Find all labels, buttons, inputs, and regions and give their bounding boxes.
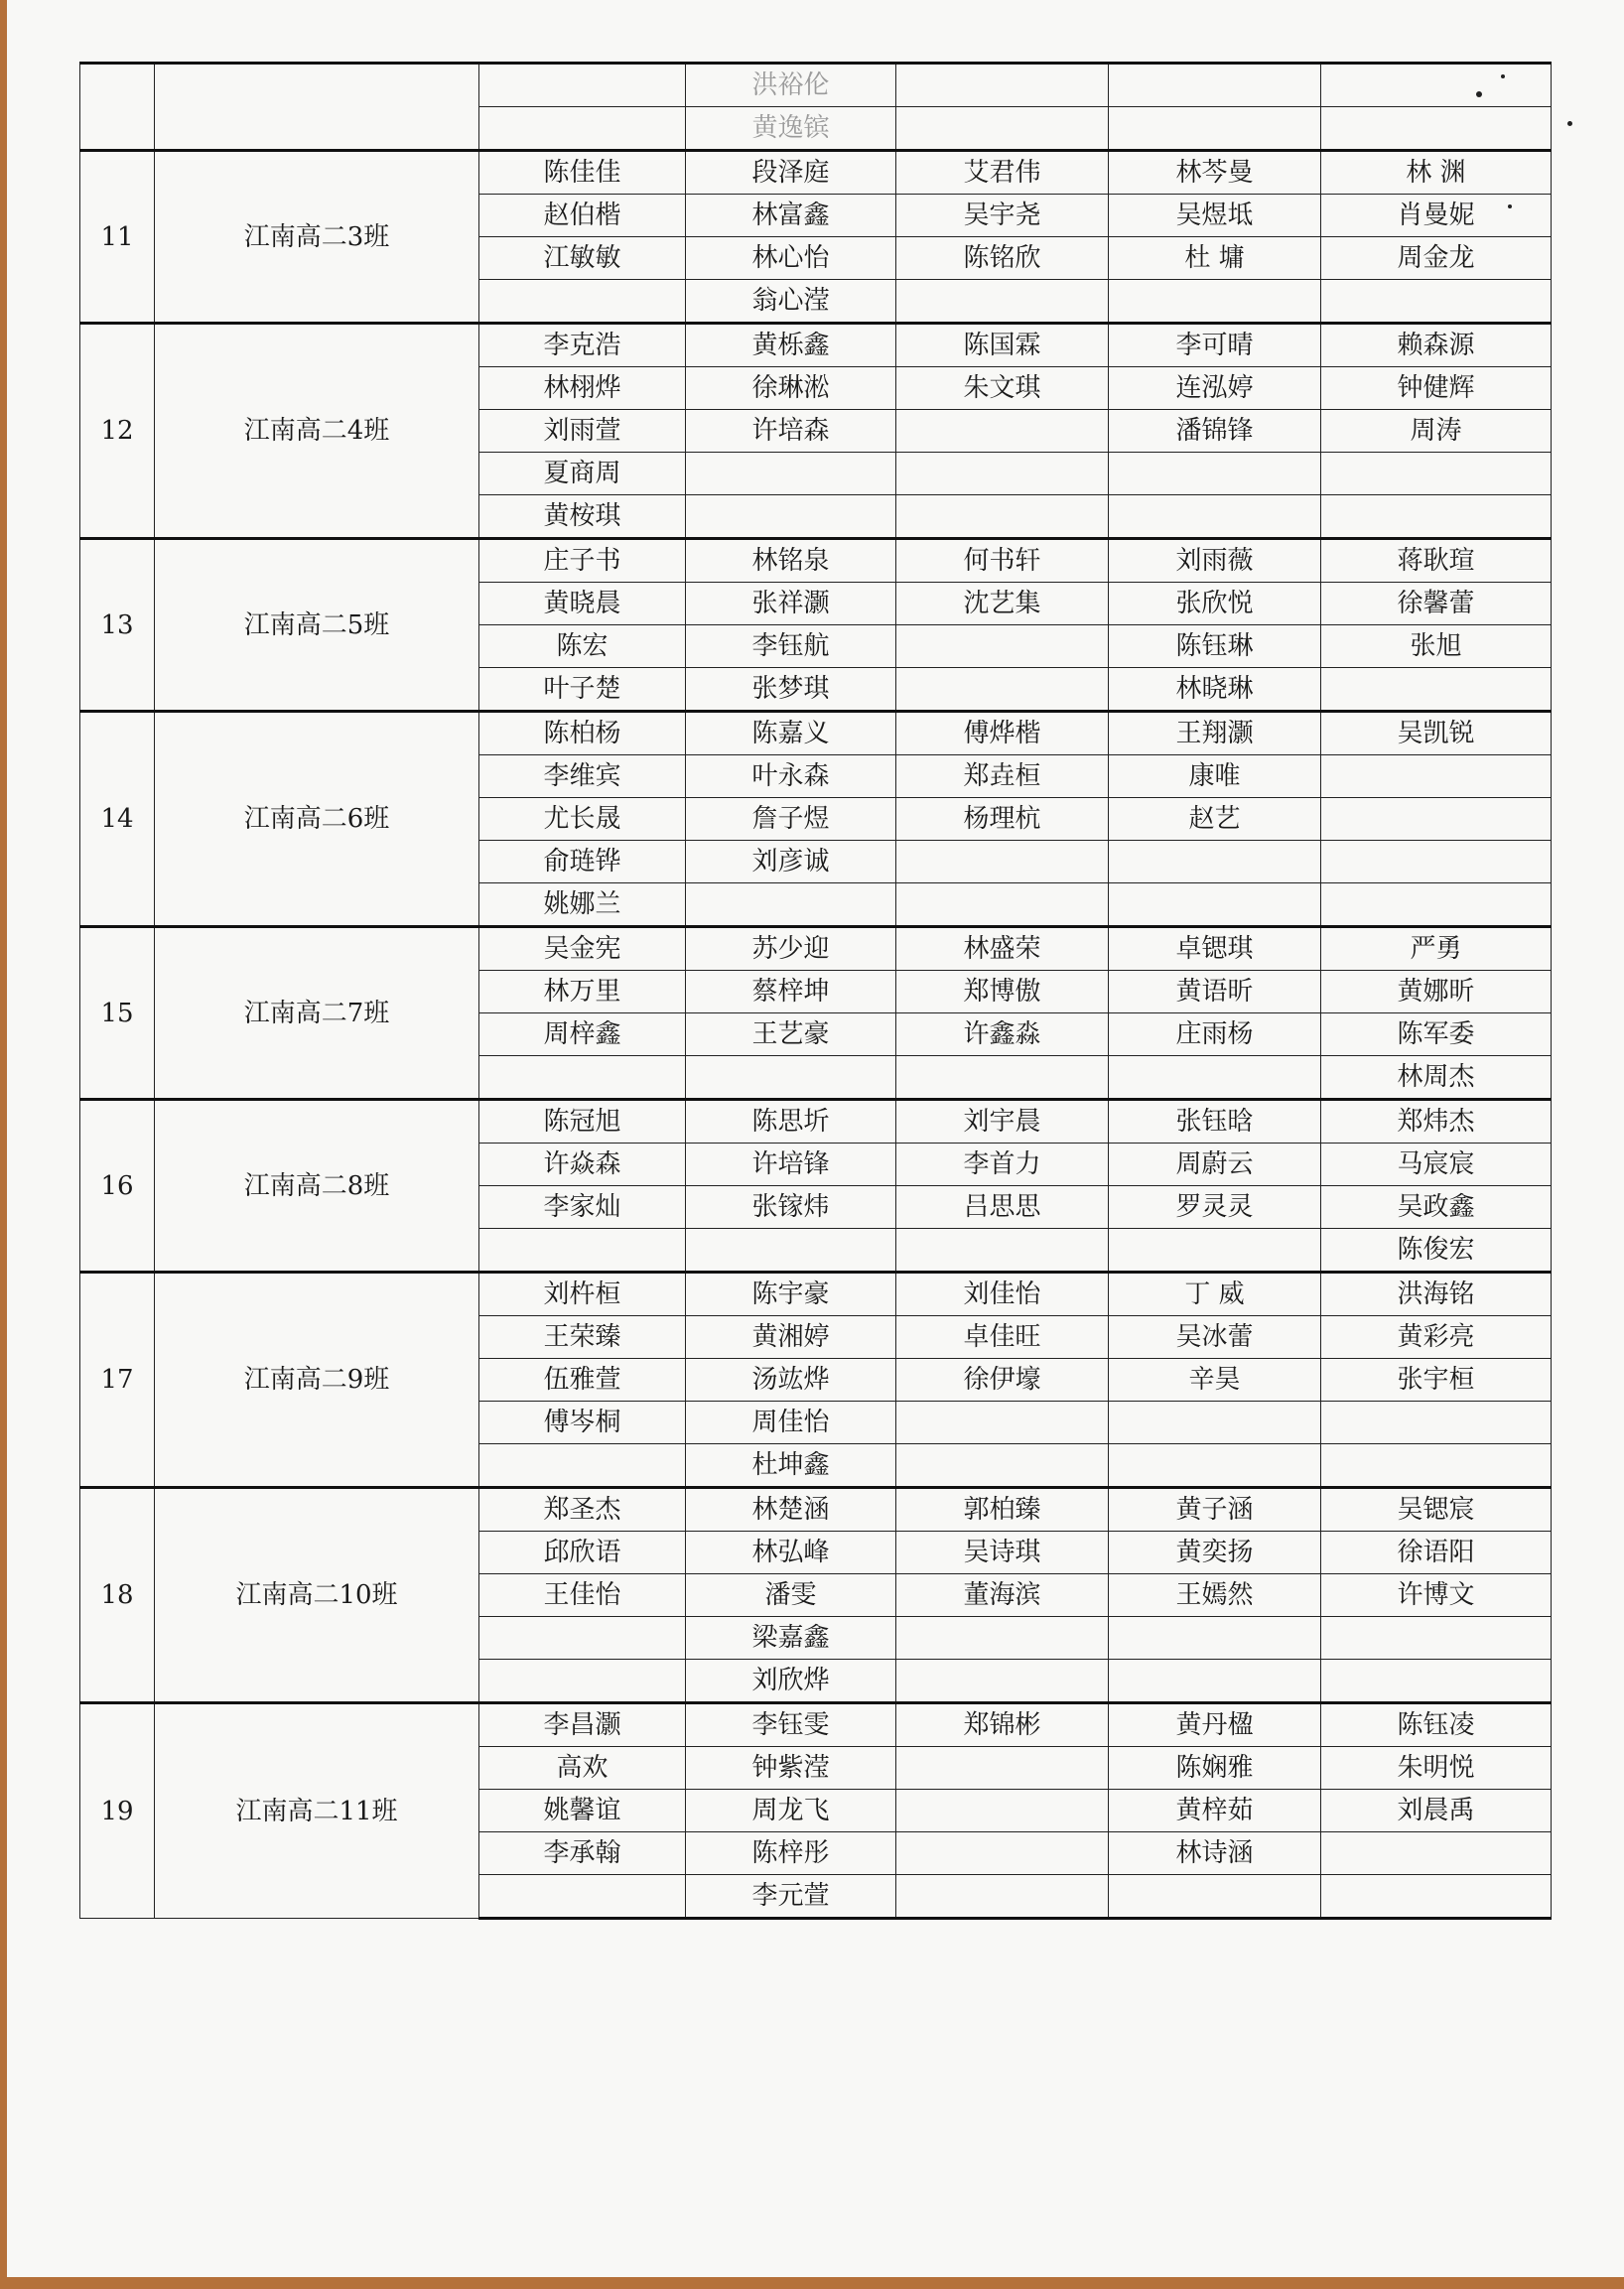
table-row [80, 324, 1552, 367]
student-name-cell: 林栩烨 [479, 367, 686, 410]
student-name-cell: 刘雨薇 [1109, 539, 1321, 583]
student-name-cell: 许培森 [686, 410, 896, 453]
group-number: 12 [80, 324, 155, 539]
student-name-cell: 李克浩 [479, 324, 686, 367]
student-name-cell: 李维宾 [479, 755, 686, 798]
student-name-cell [896, 107, 1109, 151]
student-name-cell: 张梦琪 [686, 668, 896, 712]
student-name-cell: 邱欣语 [479, 1532, 686, 1574]
student-name-cell [1109, 64, 1321, 107]
group-number: 16 [80, 1100, 155, 1273]
student-name-cell [896, 64, 1109, 107]
student-name-cell [1321, 64, 1552, 107]
student-name-cell: 夏商周 [479, 453, 686, 495]
student-name-cell: 李承翰 [479, 1832, 686, 1875]
student-name-cell: 张欣悦 [1109, 583, 1321, 625]
student-name-cell [479, 1444, 686, 1488]
student-name-cell [1321, 495, 1552, 539]
student-name-cell: 朱明悦 [1321, 1747, 1552, 1790]
student-name-cell [479, 1229, 686, 1273]
student-name-cell [1109, 1402, 1321, 1444]
student-name-cell: 陈佳佳 [479, 151, 686, 195]
student-name-cell [479, 280, 686, 324]
student-name-cell: 周蔚云 [1109, 1144, 1321, 1186]
student-name-cell [896, 1790, 1109, 1832]
student-name-cell: 林心怡 [686, 237, 896, 280]
student-name-cell: 赵伯楷 [479, 195, 686, 237]
student-name-cell: 刘雨萱 [479, 410, 686, 453]
student-name-cell: 黄娜昕 [1321, 971, 1552, 1013]
student-name-cell: 赵艺 [1109, 798, 1321, 841]
student-name-cell: 郑垚桓 [896, 755, 1109, 798]
student-name-cell: 林铭泉 [686, 539, 896, 583]
student-name-cell: 黄逸镔 [686, 107, 896, 151]
student-name-cell: 吴凯锐 [1321, 712, 1552, 755]
student-name-cell: 陈宇豪 [686, 1273, 896, 1316]
student-name-cell: 江敏敏 [479, 237, 686, 280]
group-number: 13 [80, 539, 155, 712]
group-number: 14 [80, 712, 155, 927]
student-name-cell: 庄雨杨 [1109, 1013, 1321, 1056]
student-name-cell: 卓佳旺 [896, 1316, 1109, 1359]
class-name: 江南高二11班 [155, 1703, 479, 1919]
student-name-cell [479, 1056, 686, 1100]
student-name-cell: 徐馨蕾 [1321, 583, 1552, 625]
table-row [80, 151, 1552, 195]
student-name-cell: 赖森源 [1321, 324, 1552, 367]
student-name-cell: 徐琳淞 [686, 367, 896, 410]
student-name-cell [1109, 1229, 1321, 1273]
student-name-cell [896, 841, 1109, 883]
student-name-cell: 潘雯 [686, 1574, 896, 1617]
table-row [80, 539, 1552, 583]
student-name-cell: 周金龙 [1321, 237, 1552, 280]
student-name-cell: 周佳怡 [686, 1402, 896, 1444]
group-number [80, 64, 155, 151]
student-name-cell [1321, 668, 1552, 712]
class-name: 江南高二8班 [155, 1100, 479, 1273]
student-name-cell [1109, 883, 1321, 927]
student-name-cell: 林盛荣 [896, 927, 1109, 971]
student-name-cell: 李钰航 [686, 625, 896, 668]
student-name-cell: 吴锶宸 [1321, 1488, 1552, 1532]
table-row [80, 1703, 1552, 1747]
student-name-cell: 李可晴 [1109, 324, 1321, 367]
student-name-cell: 陈钰凌 [1321, 1703, 1552, 1747]
student-name-cell [1321, 883, 1552, 927]
student-name-cell: 林楚涵 [686, 1488, 896, 1532]
student-name-cell: 林 渊 [1321, 151, 1552, 195]
student-name-cell: 姚馨谊 [479, 1790, 686, 1832]
student-name-cell [1321, 755, 1552, 798]
student-name-cell: 林富鑫 [686, 195, 896, 237]
student-name-cell: 陈嘉义 [686, 712, 896, 755]
class-name: 江南高二6班 [155, 712, 479, 927]
student-name-cell [1109, 1660, 1321, 1703]
student-name-cell: 黄梓茹 [1109, 1790, 1321, 1832]
student-name-cell: 连泓婷 [1109, 367, 1321, 410]
student-name-cell: 梁嘉鑫 [686, 1617, 896, 1660]
student-name-cell: 王翔灏 [1109, 712, 1321, 755]
student-name-cell: 吴金宪 [479, 927, 686, 971]
student-name-cell: 蒋耿瑄 [1321, 539, 1552, 583]
student-name-cell: 陈俊宏 [1321, 1229, 1552, 1273]
student-name-cell: 严勇 [1321, 927, 1552, 971]
roster-table [79, 62, 1552, 1920]
student-name-cell: 张旭 [1321, 625, 1552, 668]
student-name-cell: 王嫣然 [1109, 1574, 1321, 1617]
student-name-cell [1109, 1056, 1321, 1100]
student-name-cell [896, 1056, 1109, 1100]
student-name-cell: 刘晨禹 [1321, 1790, 1552, 1832]
student-name-cell: 叶永森 [686, 755, 896, 798]
student-name-cell: 张祥灏 [686, 583, 896, 625]
student-name-cell: 姚娜兰 [479, 883, 686, 927]
student-name-cell: 陈钰琳 [1109, 625, 1321, 668]
group-number: 17 [80, 1273, 155, 1488]
page-edge-bottom [0, 2277, 1624, 2289]
student-name-cell: 刘欣烨 [686, 1660, 896, 1703]
student-name-cell: 许鑫淼 [896, 1013, 1109, 1056]
student-name-cell: 艾君伟 [896, 151, 1109, 195]
student-name-cell: 林万里 [479, 971, 686, 1013]
student-name-cell: 李首力 [896, 1144, 1109, 1186]
student-name-cell: 李昌灏 [479, 1703, 686, 1747]
student-name-cell: 潘锦锋 [1109, 410, 1321, 453]
student-name-cell: 沈艺集 [896, 583, 1109, 625]
student-name-cell: 丁 威 [1109, 1273, 1321, 1316]
student-name-cell [896, 883, 1109, 927]
student-name-cell [686, 453, 896, 495]
student-name-cell: 陈思圻 [686, 1100, 896, 1144]
student-name-cell [1109, 453, 1321, 495]
student-name-cell [479, 1660, 686, 1703]
student-name-cell: 肖曼妮 [1321, 195, 1552, 237]
student-name-cell: 刘彦诚 [686, 841, 896, 883]
student-name-cell: 张宇桓 [1321, 1359, 1552, 1402]
table-row [80, 1488, 1552, 1532]
student-name-cell [1321, 453, 1552, 495]
student-name-cell: 吴诗琪 [896, 1532, 1109, 1574]
student-name-cell: 黄奕扬 [1109, 1532, 1321, 1574]
student-name-cell: 黄湘婷 [686, 1316, 896, 1359]
student-name-cell: 陈军委 [1321, 1013, 1552, 1056]
student-name-cell [1321, 1402, 1552, 1444]
scan-speck [1567, 121, 1572, 126]
student-name-cell [896, 625, 1109, 668]
student-name-cell: 卓锶琪 [1109, 927, 1321, 971]
group-number: 11 [80, 151, 155, 324]
student-name-cell: 罗灵灵 [1109, 1186, 1321, 1229]
student-name-cell: 蔡梓坤 [686, 971, 896, 1013]
student-name-cell [896, 1229, 1109, 1273]
student-name-cell: 吕思思 [896, 1186, 1109, 1229]
student-name-cell: 李家灿 [479, 1186, 686, 1229]
student-name-cell: 杜坤鑫 [686, 1444, 896, 1488]
student-name-cell: 钟紫滢 [686, 1747, 896, 1790]
student-name-cell: 吴宇尧 [896, 195, 1109, 237]
student-name-cell [479, 64, 686, 107]
student-name-cell: 洪海铭 [1321, 1273, 1552, 1316]
student-name-cell: 杜 墉 [1109, 237, 1321, 280]
student-name-cell: 陈国霖 [896, 324, 1109, 367]
student-name-cell: 黄子涵 [1109, 1488, 1321, 1532]
student-name-cell: 郑锦彬 [896, 1703, 1109, 1747]
student-name-cell [686, 495, 896, 539]
student-name-cell: 刘宇晨 [896, 1100, 1109, 1144]
student-name-cell: 傅岑桐 [479, 1402, 686, 1444]
student-name-cell [686, 883, 896, 927]
student-name-cell: 许博文 [1321, 1574, 1552, 1617]
student-name-cell: 陈宏 [479, 625, 686, 668]
student-name-cell [1321, 1832, 1552, 1875]
student-name-cell: 詹子煜 [686, 798, 896, 841]
student-name-cell: 俞琏铧 [479, 841, 686, 883]
student-name-cell: 周梓鑫 [479, 1013, 686, 1056]
student-name-cell: 周涛 [1321, 410, 1552, 453]
student-name-cell [1109, 1617, 1321, 1660]
student-name-cell [686, 1056, 896, 1100]
student-name-cell [896, 1617, 1109, 1660]
class-name: 江南高二9班 [155, 1273, 479, 1488]
student-name-cell: 刘佳怡 [896, 1273, 1109, 1316]
student-name-cell [896, 495, 1109, 539]
student-name-cell [1321, 1660, 1552, 1703]
student-name-cell [896, 1832, 1109, 1875]
student-name-cell: 苏少迎 [686, 927, 896, 971]
student-name-cell: 张镓炜 [686, 1186, 896, 1229]
page-edge-left [0, 0, 7, 2289]
student-name-cell [479, 1875, 686, 1919]
student-name-cell [479, 107, 686, 151]
group-number: 18 [80, 1488, 155, 1703]
class-name: 江南高二3班 [155, 151, 479, 324]
student-name-cell: 洪裕伦 [686, 64, 896, 107]
student-name-cell: 张钰晗 [1109, 1100, 1321, 1144]
student-name-cell: 黄语昕 [1109, 971, 1321, 1013]
student-name-cell: 林弘峰 [686, 1532, 896, 1574]
student-name-cell: 陈娴雅 [1109, 1747, 1321, 1790]
student-name-cell [1109, 1875, 1321, 1919]
student-name-cell: 黄丹楹 [1109, 1703, 1321, 1747]
student-name-cell: 王荣臻 [479, 1316, 686, 1359]
class-name: 江南高二5班 [155, 539, 479, 712]
table-row [80, 1273, 1552, 1316]
student-name-cell: 辛昊 [1109, 1359, 1321, 1402]
group-number: 19 [80, 1703, 155, 1919]
student-name-cell [1321, 841, 1552, 883]
student-name-cell: 翁心滢 [686, 280, 896, 324]
student-name-cell [1321, 1617, 1552, 1660]
student-name-cell: 叶子楚 [479, 668, 686, 712]
student-name-cell [896, 453, 1109, 495]
student-name-cell: 许焱森 [479, 1144, 686, 1186]
student-name-cell: 何书轩 [896, 539, 1109, 583]
student-name-cell: 郑圣杰 [479, 1488, 686, 1532]
class-name [155, 64, 479, 151]
student-name-cell: 董海滨 [896, 1574, 1109, 1617]
student-name-cell [1321, 798, 1552, 841]
student-name-cell [896, 1660, 1109, 1703]
student-name-cell: 吴冰蕾 [1109, 1316, 1321, 1359]
student-name-cell: 许培锋 [686, 1144, 896, 1186]
student-name-cell: 黄栎鑫 [686, 324, 896, 367]
student-name-cell [896, 1747, 1109, 1790]
student-name-cell: 林周杰 [1321, 1056, 1552, 1100]
table-row [80, 64, 1552, 107]
student-name-cell: 林芩曼 [1109, 151, 1321, 195]
student-name-cell: 傅烨楷 [896, 712, 1109, 755]
student-name-cell [686, 1229, 896, 1273]
student-name-cell [1109, 280, 1321, 324]
student-name-cell: 吴政鑫 [1321, 1186, 1552, 1229]
student-name-cell [479, 1617, 686, 1660]
student-name-cell: 伍雅萱 [479, 1359, 686, 1402]
student-name-cell: 刘杵桓 [479, 1273, 686, 1316]
table-row [80, 712, 1552, 755]
student-name-cell: 汤竑烨 [686, 1359, 896, 1402]
student-name-cell: 李元萱 [686, 1875, 896, 1919]
student-name-cell [896, 1875, 1109, 1919]
student-name-cell: 林晓琳 [1109, 668, 1321, 712]
student-name-cell: 黄桉琪 [479, 495, 686, 539]
group-number: 15 [80, 927, 155, 1100]
student-name-cell: 郑炜杰 [1321, 1100, 1552, 1144]
table-row [80, 1100, 1552, 1144]
student-name-cell: 王佳怡 [479, 1574, 686, 1617]
student-name-cell: 郑博傲 [896, 971, 1109, 1013]
student-name-cell: 陈冠旭 [479, 1100, 686, 1144]
class-name: 江南高二10班 [155, 1488, 479, 1703]
student-name-cell: 高欢 [479, 1747, 686, 1790]
table-row [80, 927, 1552, 971]
student-name-cell: 陈铭欣 [896, 237, 1109, 280]
student-name-cell: 庄子书 [479, 539, 686, 583]
student-name-cell: 段泽庭 [686, 151, 896, 195]
student-name-cell [1109, 1444, 1321, 1488]
student-name-cell: 尤长晟 [479, 798, 686, 841]
student-name-cell: 李钰雯 [686, 1703, 896, 1747]
student-name-cell [1109, 841, 1321, 883]
student-name-cell: 杨理杭 [896, 798, 1109, 841]
student-name-cell: 陈梓彤 [686, 1832, 896, 1875]
student-name-cell [896, 410, 1109, 453]
student-name-cell [1109, 495, 1321, 539]
student-name-cell: 陈柏杨 [479, 712, 686, 755]
student-name-cell: 朱文琪 [896, 367, 1109, 410]
student-name-cell: 吴煜坻 [1109, 195, 1321, 237]
class-name: 江南高二7班 [155, 927, 479, 1100]
class-name: 江南高二4班 [155, 324, 479, 539]
student-name-cell: 郭柏臻 [896, 1488, 1109, 1532]
student-name-cell [1321, 1444, 1552, 1488]
student-name-cell: 康唯 [1109, 755, 1321, 798]
student-name-cell [896, 1402, 1109, 1444]
student-name-cell: 林诗涵 [1109, 1832, 1321, 1875]
student-name-cell [1321, 280, 1552, 324]
student-name-cell: 马宸宸 [1321, 1144, 1552, 1186]
student-name-cell: 钟健辉 [1321, 367, 1552, 410]
student-name-cell [1321, 107, 1552, 151]
student-name-cell: 黄彩亮 [1321, 1316, 1552, 1359]
student-name-cell [896, 668, 1109, 712]
student-name-cell: 徐语阳 [1321, 1532, 1552, 1574]
student-name-cell [1321, 1875, 1552, 1919]
student-name-cell: 黄晓晨 [479, 583, 686, 625]
student-name-cell: 王艺豪 [686, 1013, 896, 1056]
student-name-cell [896, 280, 1109, 324]
student-name-cell: 周龙飞 [686, 1790, 896, 1832]
student-name-cell [1109, 107, 1321, 151]
student-name-cell: 徐伊壕 [896, 1359, 1109, 1402]
student-name-cell [896, 1444, 1109, 1488]
